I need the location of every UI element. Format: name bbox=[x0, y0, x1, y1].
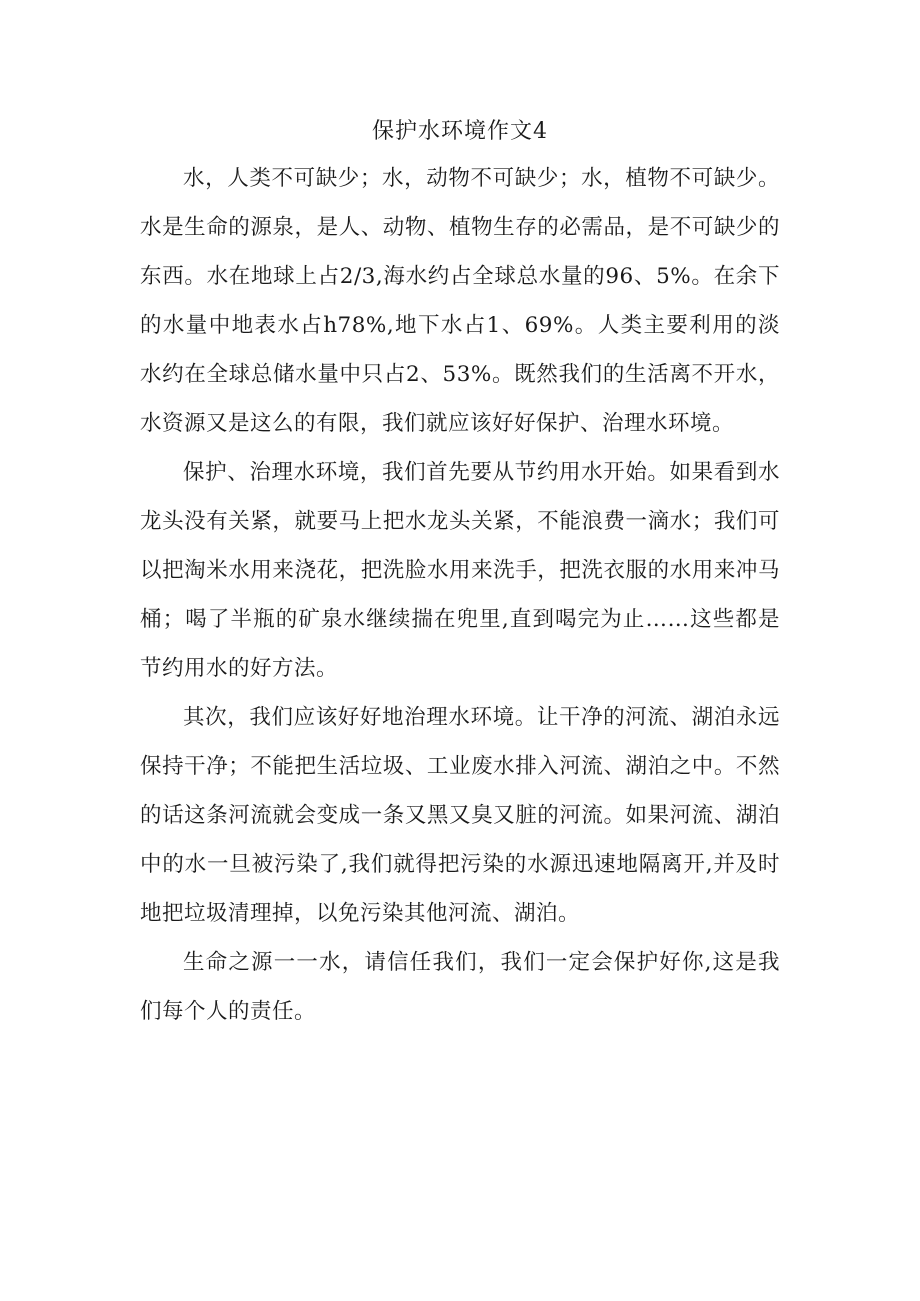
paragraph-3: 其次，我们应该好好地治理水环境。让干净的河流、湖泊永远保持干净；不能把生活垃圾、工业废水排入河流、湖泊之中。不然的话这条河流就会变成一条又黑又臭又脏的河流。如果河流、湖泊中的水一旦被污染了,我们就得把污染的水源迅速地隔离开,并及时地把垃圾清理掉，以免污染其他河流、湖泊。 bbox=[140, 705, 780, 926]
paragraph-2: 保护、治理水环境，我们首先要从节约用水开始。如果看到水龙头没有关紧，就要马上把水龙头关紧，不能浪费一滴水；我们可以把淘米水用来浇花，把洗脸水用来洗手，把洗衣服的水用来冲马桶；喝了半瓶的矿泉水继续揣在兜里,直到喝完为止……这些都是节约用水的好方法。 bbox=[140, 460, 780, 681]
document-title: 保护水环境作文4 bbox=[372, 119, 548, 144]
paragraph-4: 生命之源一一水，请信任我们，我们一定会保护好你,这是我们每个人的责任。 bbox=[140, 950, 780, 1024]
paragraph-1: 水，人类不可缺少；水，动物不可缺少；水，植物不可缺少。水是生命的源泉，是人、动物、植物生存的必需品，是不可缺少的东西。水在地球上占2/3,海水约占全球总水量的96、5%。在余下的水量中地表水占h78%,地下水占1、69%。人类主要利用的淡水约在全球总储水量中只占2、53%。既然我们的生活离不开水，水资源又是这么的有限，我们就应该好好保护、治理水环境。 bbox=[140, 166, 780, 436]
document-body bbox=[140, 154, 780, 1036]
